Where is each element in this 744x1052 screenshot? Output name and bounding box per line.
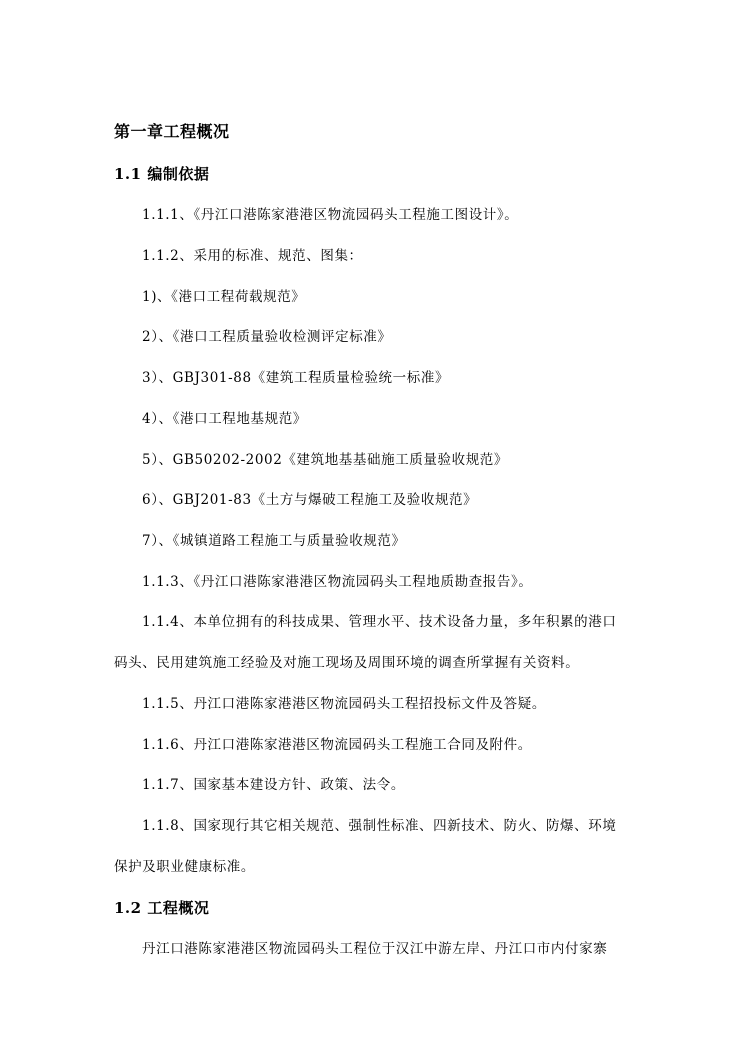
paragraph: 1.1.4、本单位拥有的科技成果、管理水平、技术设备力量，多年积累的港口 [142,614,617,630]
list-item: 6）、GBJ201-83《土方与爆破工程施工及验收规范》 [142,492,478,508]
paragraph: 1.1.8、国家现行其它相关规范、强制性标准、四新技术、防火、防爆、环境 [142,818,617,834]
list-item: 2）、《港口工程质量验收检测评定标准》 [142,329,392,345]
paragraph: 1.1.6、丹江口港陈家港港区物流园码头工程施工合同及附件。 [142,737,532,753]
list-item: 1)、《港口工程荷载规范》 [142,289,306,305]
section-heading-1-2: 1.2 工程概况 [114,899,210,917]
paragraph-continuation: 码头、民用建筑施工经验及对施工现场及周围环境的调查所掌握有关资料。 [114,655,580,671]
list-item: 7）、《城镇道路工程施工与质量验收规范》 [142,533,406,549]
list-item: 5）、GB50202-2002《建筑地基基础施工质量验收规范》 [142,452,509,468]
list-item: 3）、GBJ301-88《建筑工程质量检验统一标准》 [142,370,450,386]
paragraph: 1.1.7、国家基本建设方针、政策、法令。 [142,777,405,793]
paragraph: 1.1.2、采用的标准、规范、图集： [142,248,363,264]
section-heading-1-1: 1.1 编制依据 [114,165,210,183]
paragraph: 1.1.5、丹江口港陈家港港区物流园码头工程招投标文件及答疑。 [142,696,546,712]
chapter-title: 第一章工程概况 [114,122,230,141]
paragraph: 1.1.1、《丹江口港陈家港港区物流园码头工程施工图设计》。 [142,207,519,223]
paragraph: 丹江口港陈家港港区物流园码头工程位于汉江中游左岸、丹江口市内付家寨 [142,941,608,957]
paragraph-continuation: 保护及职业健康标准。 [114,859,255,875]
paragraph: 1.1.3、《丹江口港陈家港港区物流园码头工程地质勘查报告》。 [142,574,533,590]
list-item: 4）、《港口工程地基规范》 [142,411,307,427]
